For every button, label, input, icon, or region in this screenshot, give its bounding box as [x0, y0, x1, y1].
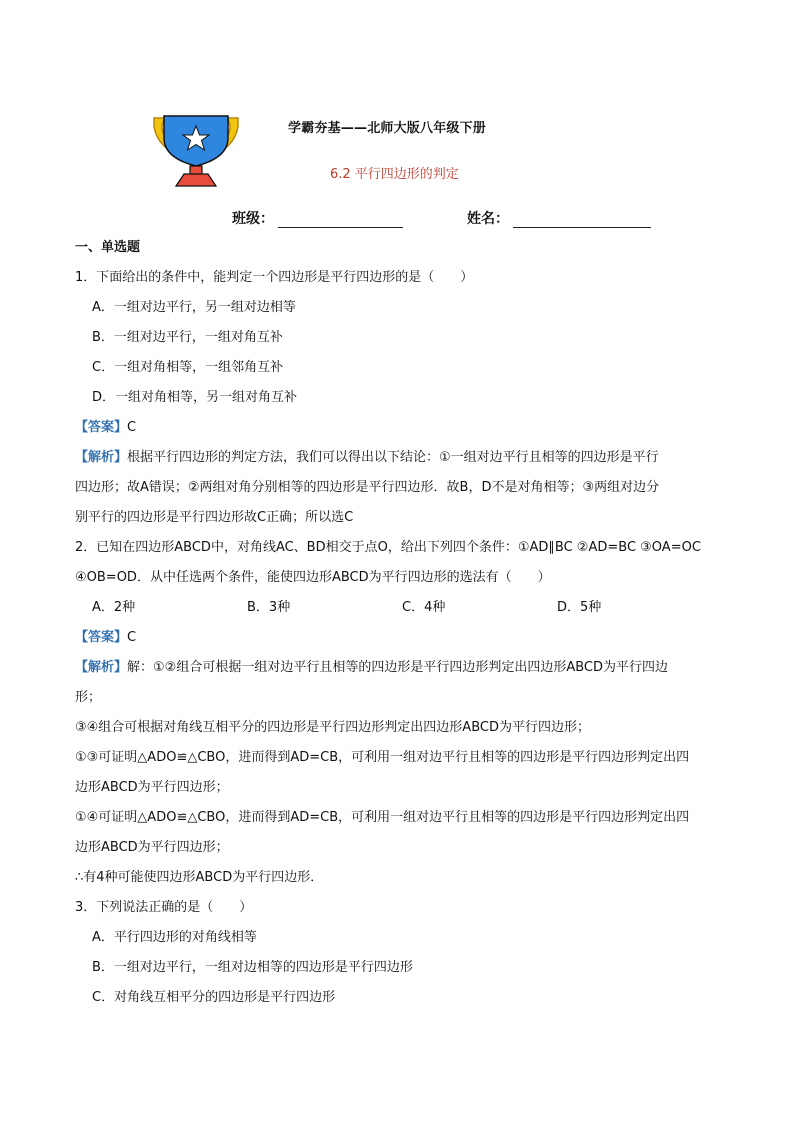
section-title: 一、单选题	[75, 240, 141, 255]
answer-tag: 【答案】	[75, 630, 128, 645]
question-2-option-c: C．4种	[402, 600, 446, 615]
analysis-line: ③④组合可根据对角线互相平分的四边形是平行四边形判定出四边形ABCD为平行四边形；	[75, 720, 590, 735]
question-2-stem: ④OB=OD．从中任选两个条件，能使四边形ABCD为平行四边形的选法有（ ）	[75, 570, 551, 585]
trophy-icon	[150, 112, 242, 192]
analysis-line: 四边形；故A错误；②两组对角分别相等的四边形是平行四边形．故B，D不是对角相等；③两组对边分	[75, 480, 660, 495]
question-2-option-a: A．2种	[92, 600, 136, 615]
analysis-tag: 【解析】	[75, 660, 128, 675]
question-2-answer	[75, 623, 725, 653]
answer-value: C	[127, 630, 137, 645]
analysis-line: ①③可证明△ADO≌△CBO，进而得到AD=CB，可利用一组对边平行且相等的四边形是平行四边形判定出四	[75, 750, 690, 765]
analysis-line: 边形ABCD为平行四边形；	[75, 780, 229, 795]
question-2-analysis	[75, 653, 725, 683]
question-3-option-b: B．一组对边平行，一组对边相等的四边形是平行四边形	[92, 960, 413, 975]
analysis-line: 解：①②组合可根据一组对边平行且相等的四边形是平行四边形判定出四边形ABCD为平行四边	[127, 660, 668, 675]
analysis-line: 形；	[75, 690, 102, 705]
answer-tag: 【答案】	[75, 420, 128, 435]
question-3-option-a: A．平行四边形的对角线相等	[92, 930, 257, 945]
question-1-option-c: C．一组对角相等，一组邻角互补	[92, 360, 284, 375]
document-content	[75, 233, 725, 1013]
question-1-analysis	[75, 443, 725, 473]
analysis-line: 边形ABCD为平行四边形；	[75, 840, 229, 855]
name-field	[467, 208, 651, 228]
class-blank-line	[278, 213, 403, 228]
answer-value: C	[127, 420, 137, 435]
analysis-line: 别平行的四边形是平行四边形故C正确；所以选C	[75, 510, 354, 525]
name-blank-line	[513, 213, 651, 228]
question-2-stem: 2．已知在四边形ABCD中，对角线AC、BD相交于点O，给出下列四个条件：①AD∥BC ②AD=BC ③OA=OC	[75, 540, 701, 555]
question-1-option-a: A．一组对边平行，另一组对边相等	[92, 300, 296, 315]
analysis-tag: 【解析】	[75, 450, 128, 465]
document-title: 学霸夯基——北师大版八年级下册	[288, 121, 487, 136]
question-3-stem: 3．下列说法正确的是（ ）	[75, 900, 253, 915]
question-2-option-b: B．3种	[247, 600, 291, 615]
question-2-options	[75, 593, 725, 623]
analysis-line: 根据平行四边形的判定方法，我们可以得出以下结论：①一组对边平行且相等的四边形是平行	[127, 450, 659, 465]
name-label: 姓名：	[467, 211, 509, 227]
class-field	[232, 208, 403, 228]
lesson-subtitle: 6.2 平行四边形的判定	[330, 167, 459, 182]
question-1-stem: 1．下面给出的条件中，能判定一个四边形是平行四边形的是（ ）	[75, 270, 474, 285]
question-1-option-b: B．一组对边平行，一组对角互补	[92, 330, 283, 345]
question-1-option-d: D．一组对角相等，另一组对角互补	[92, 390, 298, 405]
analysis-line: ①④可证明△ADO≌△CBO，进而得到AD=CB，可利用一组对边平行且相等的四边形是平行四边形判定出四	[75, 810, 690, 825]
question-1-answer	[75, 413, 725, 443]
question-3-option-c: C．对角线互相平分的四边形是平行四边形	[92, 990, 336, 1005]
question-2-option-d: D．5种	[557, 600, 602, 615]
analysis-line: ∴有4种可能使四边形ABCD为平行四边形．	[75, 870, 324, 885]
class-label: 班级：	[232, 211, 274, 227]
